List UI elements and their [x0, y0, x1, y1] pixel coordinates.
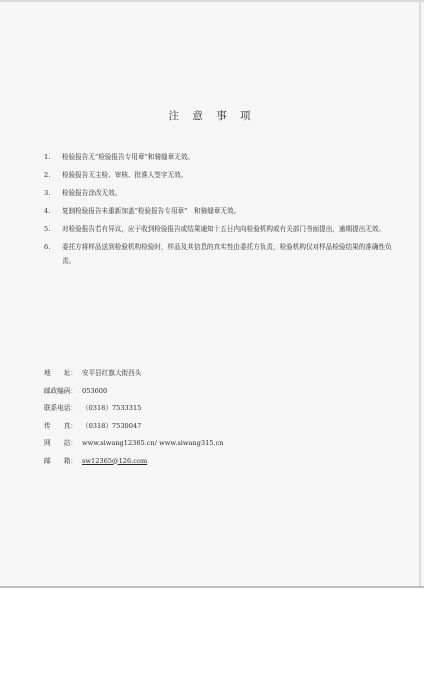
email-link[interactable]: sw12365@126.com [82, 456, 148, 465]
item-number: 5. [44, 225, 51, 233]
address-label: 地 址： [44, 369, 77, 377]
item-number: 2. [44, 171, 51, 179]
website-label: 网 站： [44, 439, 77, 447]
postcode-row [44, 385, 394, 403]
item-number: 6. [44, 243, 51, 251]
list-item [44, 240, 394, 268]
email-label: 邮 箱： [44, 456, 77, 465]
item-text: 检验报告无主检、审核、批准人签字无效。 [62, 171, 188, 179]
address-row [44, 367, 394, 385]
item-number: 4. [44, 207, 51, 215]
page-bottom-edge [0, 586, 424, 588]
fax-row [44, 420, 394, 438]
item-text: 检验报告涂改无效。 [62, 189, 122, 197]
phone-value: （0318）7533315 [82, 404, 142, 412]
notice-list [44, 150, 394, 272]
fax-label: 传 真： [44, 421, 77, 430]
item-text: 委托方将样品送到检验机构检验时，样品及其信息的真实性由委托方负责，检验机构仅对样品检验结果的准确性负责。 [62, 243, 392, 265]
page-title: 注 意 事 项 [168, 110, 256, 122]
contact-block [44, 367, 394, 472]
item-number: 1. [44, 153, 51, 161]
list-item [44, 222, 394, 236]
item-text: 复制检验报告未重新加盖“检验报告专用章” 和骑缝章无效。 [62, 207, 241, 215]
page-right-edge [419, 0, 421, 588]
postcode-value: 053600 [82, 386, 108, 395]
phone-label: 联系电话： [44, 404, 77, 412]
page-top-edge [0, 0, 424, 2]
list-item [44, 150, 394, 164]
item-text: 对检验报告若有异议，应于收到检验报告或结果通知十五日内向检验机构或有关部门书面提出，逾期提出无效。 [62, 225, 386, 233]
website-link[interactable]: www.siwang12365.cn/ www.siwang315.cn [82, 439, 224, 447]
website-row [44, 437, 394, 455]
list-item [44, 204, 394, 218]
address-value: 安平县红旗大街西头 [82, 369, 142, 377]
postcode-label: 邮政编码： [44, 386, 77, 395]
item-text: 检验报告无“检验报告专用章”和骑缝章无效。 [62, 153, 195, 161]
list-item [44, 168, 394, 182]
list-item [44, 186, 394, 200]
fax-value: （0318）7530047 [82, 421, 142, 430]
phone-row [44, 402, 394, 420]
email-row [44, 455, 394, 473]
item-number: 3. [44, 189, 51, 197]
